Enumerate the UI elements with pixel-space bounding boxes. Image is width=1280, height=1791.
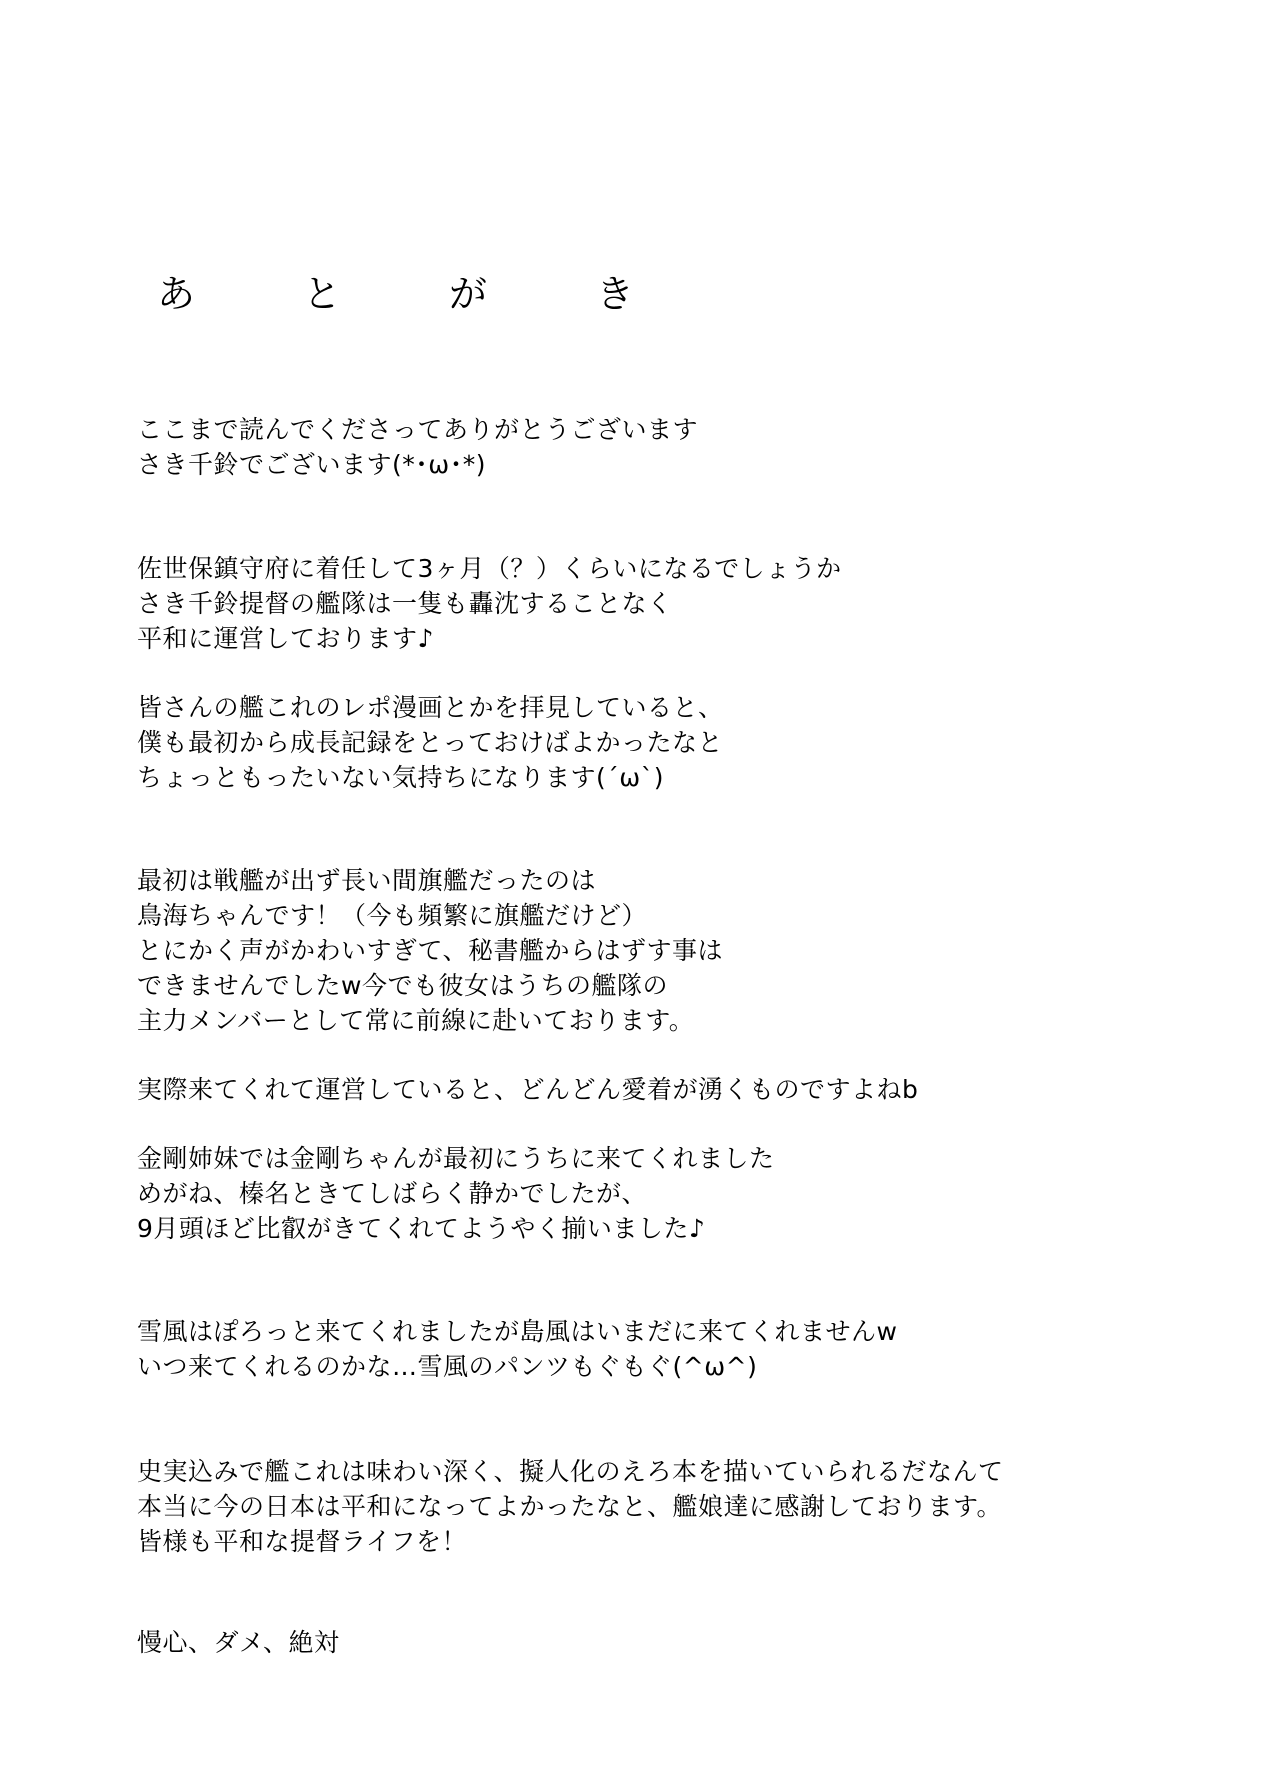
title-char: あ (157, 272, 196, 316)
body-line: 最初は戦艦が出ず長い間旗艦だったのは (137, 866, 597, 895)
body-line: 皆様も平和な提督ライフを！ (137, 1527, 468, 1556)
body-line: とにかく声がかわいすぎて、秘書艦からはずす事は (137, 936, 724, 965)
body-line: さき千鈴でございます(*･ω･*) (137, 450, 486, 479)
body-line: めがね、榛名ときてしばらく静かでしたが、 (137, 1179, 648, 1208)
title-char: が (449, 272, 488, 316)
body-line: 実際来てくれて運営していると、どんどん愛着が湧くものですよねb (137, 1075, 919, 1104)
body-line: 慢心、ダメ、絶対 (137, 1628, 340, 1657)
body-line: できませんでしたw今でも彼女はうちの艦隊の (137, 971, 668, 1000)
body-line: 僕も最初から成長記録をとっておけばよかったなと (137, 728, 724, 757)
body-line: 金剛姉妹では金剛ちゃんが最初にうちに来てくれました (137, 1144, 775, 1173)
title-char: と (303, 272, 342, 316)
body-line: 雪風はぽろっと来てくれましたが島風はいまだに来てくれませんw (137, 1317, 898, 1346)
body-line: 9月頭ほど比叡がきてくれてようやく揃いました♪ (137, 1214, 706, 1243)
body-line: いつ来てくれるのかな…雪風のパンツもぐもぐ(^ω^) (137, 1352, 758, 1381)
body-line: 史実込みで艦これは味わい深く、擬人化のえろ本を描いていられるだなんて (137, 1457, 1004, 1486)
title-char: き (596, 272, 635, 316)
body-line: ここまで読んでくださってありがとうございます (137, 415, 699, 444)
body-line: 平和に運営しております♪ (137, 624, 434, 653)
body-line: さき千鈴提督の艦隊は一隻も轟沈することなく (137, 589, 673, 618)
body-line: 主力メンバーとして常に前線に赴いております。 (137, 1006, 695, 1035)
body-line: 佐世保鎮守府に着任して3ヶ月（？）くらいになるでしょうか (137, 554, 842, 583)
body-line: 鳥海ちゃんです！（今も頻繁に旗艦だけど） (137, 901, 648, 930)
body-line: 皆さんの艦これのレポ漫画とかを拝見していると、 (137, 693, 724, 722)
body-line: ちょっともったいない気持ちになります(´ω`) (137, 763, 664, 792)
body-line: 本当に今の日本は平和になってよかったなと、艦娘達に感謝しております。 (137, 1492, 1003, 1521)
